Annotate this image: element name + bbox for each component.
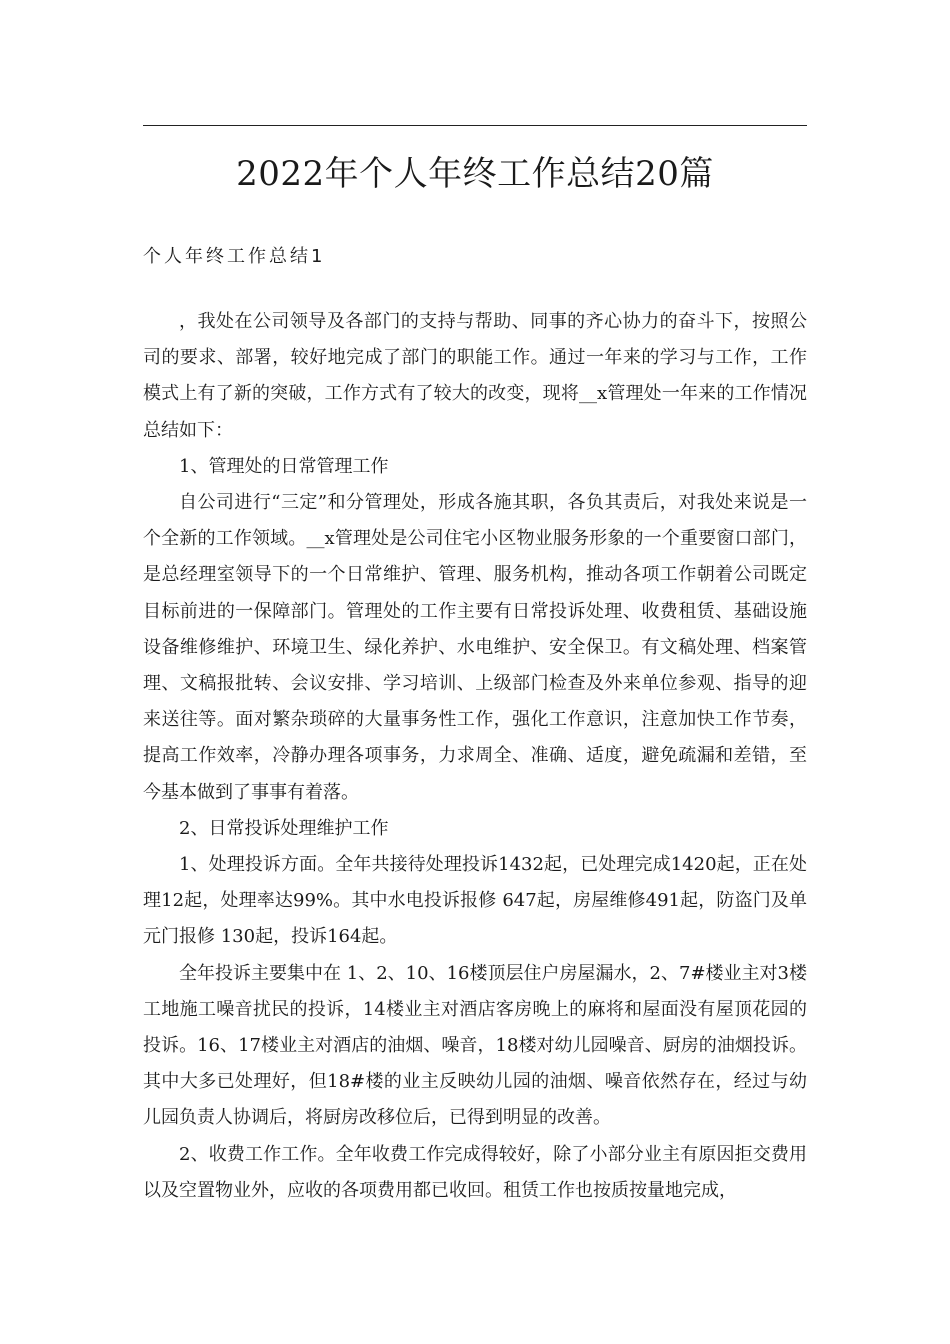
document-body xyxy=(143,304,807,1209)
header-divider xyxy=(143,125,807,126)
paragraph: 自公司进行“三定”和分管理处，形成各施其职，各负其责后，对我处来说是一个全新的工作领域。__x管理处是公司住宅小区物业服务形象的一个重要窗口部门，是总经理室领导下的一个日常维护、管理、服务机构，推动各项工作朝着公司既定目标前进的一保障部门。管理处的工作主要有日常投诉处理、收费租赁、基础设施设备维修维护、环境卫生、绿化养护、水电维护、安全保卫。有文稿处理、档案管理、文稿报批转、会议安排、学习培训、上级部门检查及外来单位参观、指导的迎来送往等。面对繁杂琐碎的大量事务性工作，强化工作意识，注意加快工作节奏，提高工作效率，冷静办理各项事务，力求周全、准确、适度，避免疏漏和差错，至今基本做到了事事有着落。 xyxy=(143,492,807,803)
paragraph: 1、处理投诉方面。全年共接待处理投诉1432起，已处理完成1420起，正在处理12起，处理率达99%。其中水电投诉报修 647起，房屋维修491起，防盗门及单元门报修 130起，投诉164起。 xyxy=(143,854,807,948)
paragraph: 全年投诉主要集中在 1、2、10、16楼顶层住户房屋漏水，2、7#楼业主对3楼工地施工噪音扰民的投诉，14楼业主对酒店客房晚上的麻将和屋面没有屋顶花园的投诉。16、17楼业主对酒店的油烟、噪音，18楼对幼儿园噪音、厨房的油烟投诉。其中大多已处理好，但18#楼的业主反映幼儿园的油烟、噪音依然存在，经过与幼儿园负责人协调后，将厨房改移位后，已得到明显的改善。 xyxy=(143,962,807,1129)
paragraph: 2、日常投诉处理维护工作 xyxy=(179,817,389,839)
paragraph: 2、收费工作工作。全年收费工作完成得较好，除了小部分业主有原因拒交费用以及空置物业外，应收的各项费用都已收回。租赁工作也按质按量地完成， xyxy=(143,1143,807,1201)
section-heading: 个人年终工作总结1 xyxy=(143,246,326,267)
paragraph: 1、管理处的日常管理工作 xyxy=(179,455,389,477)
document-title: 2022年个人年终工作总结20篇 xyxy=(236,154,714,194)
paragraph: ，我处在公司领导及各部门的支持与帮助、同事的齐心协力的奋斗下，按照公司的要求、部署，较好地完成了部门的职能工作。通过一年来的学习与工作，工作模式上有了新的突破，工作方式有了较大的改变，现将__x管理处一年来的工作情况总结如下： xyxy=(143,311,807,441)
